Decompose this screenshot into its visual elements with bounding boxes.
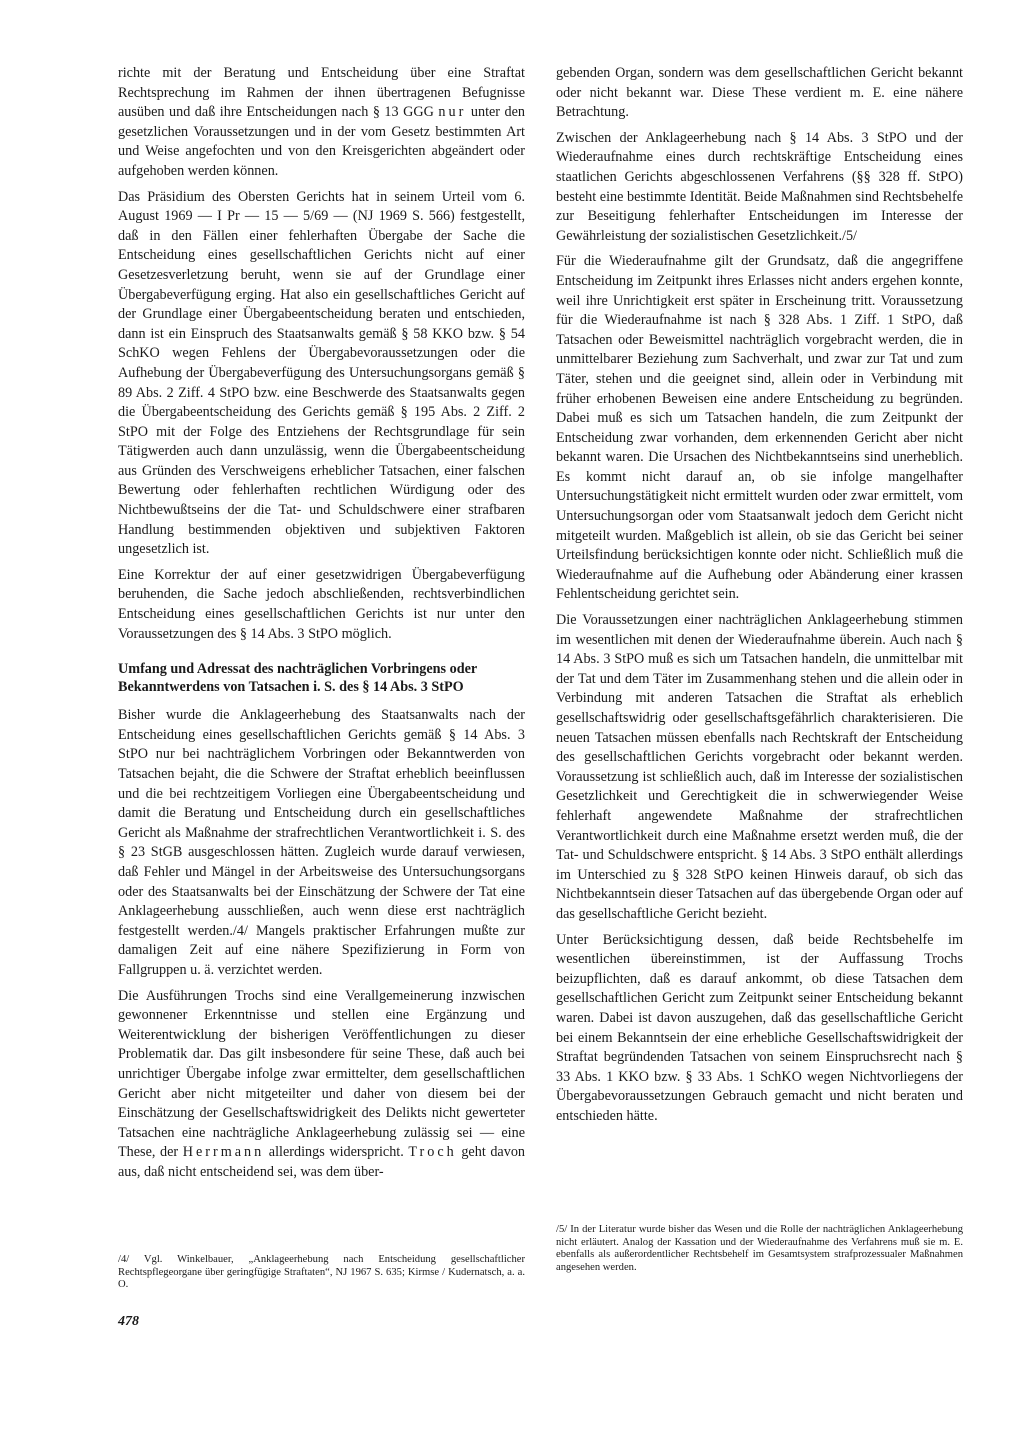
paragraph: Die Ausführungen Trochs sind eine Verallgemeinerung inzwischen gewonnener Erkenntnisse und stellen eine Ergänzung und Weiterentwicklung der bisherigen Veröffentlichungen zu dieser Problematik dar. Das gilt insbesondere für seine These, daß auch bei unrichtiger Übergabe infolge zwar ermittelter, dem gesellschaftlichen Gericht aber nicht mitgeteilter und daher von diesem bei der Einschätzung der Gesellschaftswidrigkeit des Delikts nicht gewerteter Tatsachen eine nachträgliche Anklageerhebung zulässig sei — eine These, der Herrmann allerdings widerspricht. Troch geht davon aus, daß nicht entscheidend sei, was dem über-: [118, 987, 526, 1180]
author-name-troch: Troch: [408, 1144, 457, 1161]
paragraph: Eine Korrektur der auf einer gesetzwidrigen Übergabeverfügung beruhenden, die Sache jedoch abschließenden, rechtsverbindlichen Entscheidung eines gesellschaftlichen Gerichts ist nur unter den Voraussetzungen des § 14 Abs. 3 StPO möglich.: [118, 566, 525, 642]
paragraph: Bisher wurde die Anklageerhebung des Staatsanwalts nach der Entscheidung eines gesellschaftlichen Gerichts gemäß § 14 Abs. 3 StPO nur bei nachträglichem Vorbringen oder Bekanntwerden von Tatsachen bejaht, die die Schwere der Straftat erheblich beeinflussen und die bei rechtzeitigem Vorliegen eine Übergabeentscheidung und damit die Beratung und Entscheidung durch ein gesellschaftliches Gericht als Maßnahme der strafrechtlichen Verantwortlichkeit i. S. des § 23 StGB ausgeschlossen hätten. Zugleich wurde darauf verwiesen, daß Fehler und Mängel in der Arbeitsweise des Untersuchungsorgans oder des Staatsanwalts bei der Einschätzung der Schwere der Tat eine Anklageerhebung ausschließen, auch wenn diese erst nachträglich festgestellt werden./4/ Mangels praktischer Erfahrungen mußte zur damaligen Zeit auf eine nähere Spezifizierung in Form von Fallgruppen u. ä. verzichtet werden.: [118, 707, 525, 978]
emphasis-nur: nur: [438, 104, 467, 121]
paragraph: Für die Wiederaufnahme gilt der Grundsatz, daß die angegriffene Entscheidung im Zeitpunkt ihres Erlasses nicht anders ergehen konnte, weil ihre Unrichtigkeit erst später in Erscheinung tritt. Voraussetzung für die Wiederaufnahme ist nach § 328 Abs. 1 Ziff. 1 StPO, daß Tatsachen oder Beweismittel nachträglich vorgebracht werden, die in unmittelbarer Beziehung zum Sachverhalt, und zwar zur Tat und zum Täter, stehen und die geeignet sind, allein oder in Verbindung mit früher erhobenen Beweisen eine andere Entscheidung zu begründen. Dabei muß es sich um Tatsachen handeln, die zum Zeitpunkt der Entscheidung zwar vorhanden, dem erkennenden Gericht aber nicht bekannt waren. Die Ursachen des Nichtbekanntseins sind unerheblich. Es kommt nicht darauf an, ob sie infolge mangelhafter Untersuchungstätigkeit nicht ermittelt wurden oder zwar ermittelt, vom Untersuchungsorgan oder vom Staatsanwalt jedoch dem Gericht nicht mitgeteilt wurden. Maßgeblich ist allein, ob sie das Gericht bei seiner Urteilsfindung berücksichtigen konnte oder nicht. Schließlich muß die Wiederaufnahme auf die Aufhebung oder Abänderung einer krassen Fehlentscheidung gerichtet sein.: [556, 253, 963, 603]
paragraph: richte mit der Beratung und Entscheidung über eine Straftat Rechtsprechung im Rahmen der ihnen übertragenen Befugnisse ausüben und daß ihre Entscheidungen nach § 13 GGG nur unter den gesetzlichen Voraussetzungen und in der vom Gesetz bestimmten Art und Weise angefochten und von den Kreisgerichten abgeändert oder aufgehoben werden können.: [118, 65, 526, 179]
footnote-5: /5/ In der Literatur wurde bisher das Wesen und die Rolle der nachträglichen Anklageerhebung nicht erläutert. Analog der Kassation und der Wiederaufnahme des Verfahrens muß sie m. E. ebenfalls als außerordentlicher Rechtsbehelf im Gesamtsystem strafprozessualer Maßnahmen angesehen werden.: [556, 1224, 963, 1273]
paragraph: Die Voraussetzungen einer nachträglichen Anklageerhebung stimmen im wesentlichen mit denen der Wiederaufnahme überein. Auch nach § 14 Abs. 3 StPO muß es sich um Tatsachen handeln, die unmittelbar mit der Tat und dem Täter im Zusammenhang stehen und die allein oder in Verbindung mit anderen Tatsachen die Straftat als erheblich gesellschaftswidrig oder gesellschaftsgefährlich charakterisieren. Die neuen Tatsachen müssen ebenfalls nach Rechtskraft der Entscheidung des gesellschaftlichen Gerichts vorgebracht oder bekannt werden. Voraussetzung ist schließlich auch, daß im Interesse der sozialistischen Gesetzlichkeit und Gerechtigkeit die in schwerwiegender Weise fehlerhaft angewendete Maßnahme der strafrechtlichen Verantwortlichkeit durch eine Maßnahme ersetzt werden muß, die der Tat- und Schuldschwere entspricht. § 14 Abs. 3 StPO enthält allerdings im Unterschied zu § 328 StPO keinen Hinweis darauf, ob sich das Nichtbekanntsein dieser Tatsachen auf das übergebende Organ oder auf das gesellschaftliche Gericht bezieht.: [556, 612, 963, 922]
paragraph: Das Präsidium des Obersten Gerichts hat in seinem Urteil vom 6. August 1969 — I Pr — 15 — 5/69 — (NJ 1969 S. 566) festgestellt, daß in den Fällen einer fehlerhaften Übergabe der Sache die Entscheidung eines gesellschaftlichen Gerichts nicht auf einer Gesetzesverletzung beruht, wenn sie auf der Grundlage einer Übergabeverfügung erging. Hat also ein gesellschaftliches Gericht auf der Grundlage einer Übergabeentscheidung beraten und entschieden, dann ist ein Einspruch des Staatsanwalts gemäß § 58 KKO bzw. § 54 SchKO wegen Fehlens der Übergabevoraussetzungen oder die Aufhebung der Übergabeverfügung des Untersuchungsorgans gemäß § 89 Abs. 2 Ziff. 4 StPO bzw. eine Beschwerde des Staatsanwalts gegen die Übergabeentscheidung des Gerichts gemäß § 195 Abs. 2 Ziff. 2 StPO mit der Folge des Entziehens der Rechtsgrundlage für sein Tätigwerden auch dann unzulässig, wenn die Übergabeentscheidung aus Gründen des Verschweigens erheblicher Tatsachen, einer falschen Bewertung oder fehlerhaften rechtlichen Würdigung oder des Nichtbewußtseins der die Tat- und Schuldschwere einer strafbaren Handlung bestimmenden objektiven und subjektiven Faktoren ungesetzlich ist.: [118, 188, 525, 558]
page-number: 478: [118, 1314, 139, 1329]
author-name-herrmann: Herrmann: [182, 1144, 265, 1161]
paragraph: gebenden Organ, sondern was dem gesellschaftlichen Gericht bekannt oder nicht bekannt war. Diese These verdient m. E. eine nähere Betrachtung.: [556, 65, 963, 121]
right-column: [556, 64, 963, 1132]
paragraph: Zwischen der Anklageerhebung nach § 14 Abs. 3 StPO und der Wiederaufnahme eines durch rechtskräftige Entscheidung eines staatlichen Gerichts abgeschlossenen Verfahrens (§§ 328 ff. StPO) besteht eine bestimmte Identität. Beide Maßnahmen sind Rechtsbehelfe zur Beseitigung fehlerhafter Entscheidungen im Interesse der Gewährleistung der sozialistischen Gesetzlichkeit./5/: [556, 129, 963, 244]
paragraph: Unter Berücksichtigung dessen, daß beide Rechtsbehelfe im wesentlichen übereinstimmen, ist der Auffassung Trochs beizupflichten, daß es darauf ankommt, ob diese Tatsachen dem gesellschaftlichen Gericht zum Zeitpunkt seiner Entscheidung bekannt waren. Dabei ist davon auszugehen, daß das gesellschaftliche Gericht bei einem Bekanntsein der eine erhebliche Gesellschaftswidrigkeit der Straftat begründenden Tatsachen von seinem Einspruchsrecht nach § 33 Abs. 1 KKO bzw. § 33 Abs. 1 SchKO wegen Nichtvorliegens der Übergabevoraussetzungen Gebrauch gemacht und nicht beraten und entschieden hätte.: [556, 931, 963, 1124]
section-heading: Umfang und Adressat des nachträglichen Vorbringens oder Bekanntwerdens von Tatsachen i. S. des § 14 Abs. 3 StPO: [118, 661, 477, 696]
left-column: [118, 64, 525, 1188]
footnote-4: /4/ Vgl. Winkelbauer, „Anklageerhebung nach Entscheidung gesellschaftlicher Rechtspflegeorgane über geringfügige Straftaten“, NJ 1967 S. 635; Kirmse / Kudernatsch, a. a. O.: [118, 1254, 525, 1291]
